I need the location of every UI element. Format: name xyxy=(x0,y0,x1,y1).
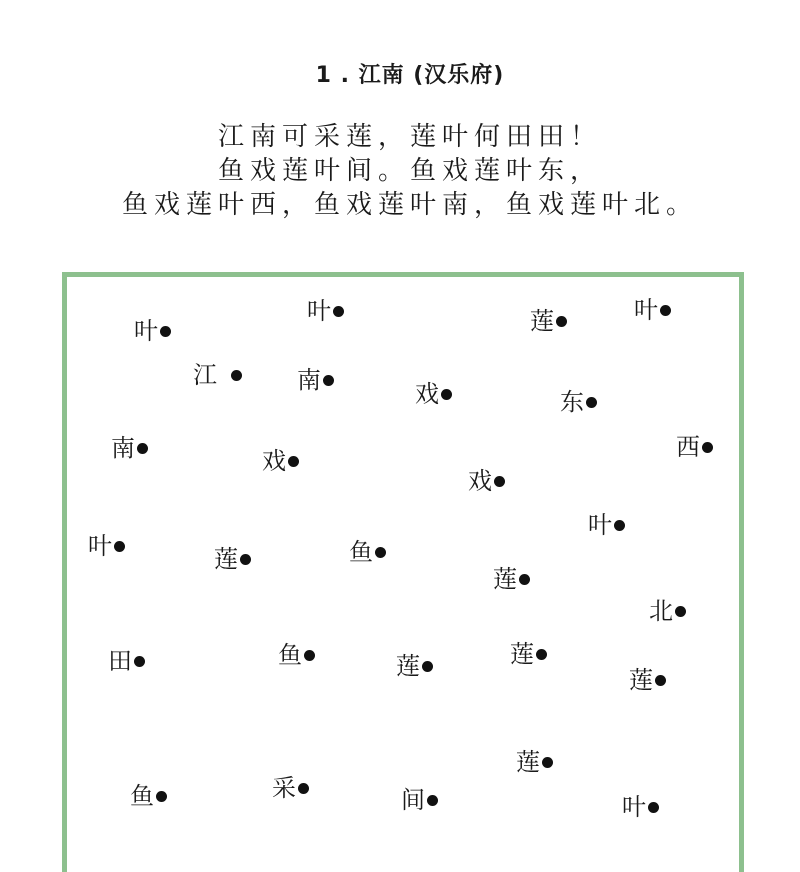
dot-point[interactable] xyxy=(634,296,671,324)
dot-point[interactable] xyxy=(510,640,547,668)
dot-marker xyxy=(298,783,309,794)
dot-point[interactable] xyxy=(622,793,659,821)
dot-char: 莲 xyxy=(510,640,534,668)
dot-marker xyxy=(702,442,713,453)
dot-point[interactable] xyxy=(468,467,505,495)
poem-line-1: 江南可采莲，莲叶何田田！ xyxy=(217,122,602,152)
dot-char: 戏 xyxy=(468,467,492,495)
dot-char: 采 xyxy=(272,774,296,802)
poem-line-3: 鱼戏莲叶西，鱼戏莲叶南，鱼戏莲叶北。 xyxy=(121,190,698,220)
poem-text xyxy=(0,120,800,222)
dot-char: 莲 xyxy=(396,652,420,680)
dot-point[interactable] xyxy=(649,597,686,625)
dot-point[interactable] xyxy=(262,447,299,475)
dot-char: 南 xyxy=(111,434,135,462)
dot-marker xyxy=(114,541,125,552)
page-title: 1 . 江南 (汉乐府) xyxy=(315,63,505,88)
dot-marker xyxy=(231,370,242,381)
dot-marker xyxy=(422,661,433,672)
dot-point[interactable] xyxy=(560,388,597,416)
dot-marker xyxy=(375,547,386,558)
dot-char: 叶 xyxy=(134,317,158,345)
dot-char: 莲 xyxy=(530,307,554,335)
dot-char: 莲 xyxy=(214,545,238,573)
dot-marker xyxy=(660,305,671,316)
dot-marker xyxy=(304,650,315,661)
dot-point[interactable] xyxy=(530,307,567,335)
dot-marker xyxy=(288,456,299,467)
dot-point[interactable] xyxy=(108,647,145,675)
dot-char: 叶 xyxy=(622,793,646,821)
dot-char: 江 xyxy=(193,361,217,389)
dot-point[interactable] xyxy=(493,565,530,593)
dot-point[interactable] xyxy=(516,748,553,776)
poem-line-2: 鱼戏莲叶间。鱼戏莲叶东， xyxy=(217,156,602,186)
dot-point[interactable] xyxy=(130,782,167,810)
dot-marker xyxy=(494,476,505,487)
dot-char: 鱼 xyxy=(349,538,373,566)
dot-point[interactable] xyxy=(111,434,148,462)
dot-char: 东 xyxy=(560,388,584,416)
dot-point[interactable] xyxy=(676,433,713,461)
dot-point[interactable] xyxy=(415,380,452,408)
dot-char: 鱼 xyxy=(130,782,154,810)
dot-point[interactable] xyxy=(214,545,251,573)
dot-point[interactable] xyxy=(588,511,625,539)
dot-marker xyxy=(648,802,659,813)
dot-char: 间 xyxy=(401,786,425,814)
dot-point[interactable] xyxy=(193,361,242,389)
dot-char: 莲 xyxy=(493,565,517,593)
dot-point[interactable] xyxy=(134,317,171,345)
dot-point[interactable] xyxy=(396,652,433,680)
dot-point[interactable] xyxy=(349,538,386,566)
dot-marker xyxy=(323,375,334,386)
dot-char: 叶 xyxy=(634,296,658,324)
dot-point[interactable] xyxy=(272,774,309,802)
dot-marker xyxy=(333,306,344,317)
dot-char: 莲 xyxy=(629,666,653,694)
dot-char: 莲 xyxy=(516,748,540,776)
dot-marker xyxy=(156,791,167,802)
dot-char: 田 xyxy=(108,647,132,675)
dot-point[interactable] xyxy=(278,641,315,669)
dot-marker xyxy=(675,606,686,617)
dot-point[interactable] xyxy=(629,666,666,694)
dot-marker xyxy=(134,656,145,667)
dot-char: 西 xyxy=(676,433,700,461)
dot-point[interactable] xyxy=(401,786,438,814)
dot-marker xyxy=(137,443,148,454)
dot-marker xyxy=(427,795,438,806)
dot-char: 戏 xyxy=(415,380,439,408)
dot-point[interactable] xyxy=(88,532,125,560)
dot-marker xyxy=(519,574,530,585)
dot-marker xyxy=(655,675,666,686)
dot-char: 北 xyxy=(649,597,673,625)
dot-point[interactable] xyxy=(297,366,334,394)
dot-marker xyxy=(536,649,547,660)
dot-marker xyxy=(441,389,452,400)
dot-marker xyxy=(556,316,567,327)
dot-marker xyxy=(240,554,251,565)
dot-point[interactable] xyxy=(307,297,344,325)
dot-marker xyxy=(542,757,553,768)
dot-marker xyxy=(614,520,625,531)
dot-char: 叶 xyxy=(307,297,331,325)
dot-char: 叶 xyxy=(588,511,612,539)
dot-marker xyxy=(160,326,171,337)
dot-char: 戏 xyxy=(262,447,286,475)
dot-char: 叶 xyxy=(88,532,112,560)
dot-char: 鱼 xyxy=(278,641,302,669)
dot-char: 南 xyxy=(297,366,321,394)
dot-marker xyxy=(586,397,597,408)
